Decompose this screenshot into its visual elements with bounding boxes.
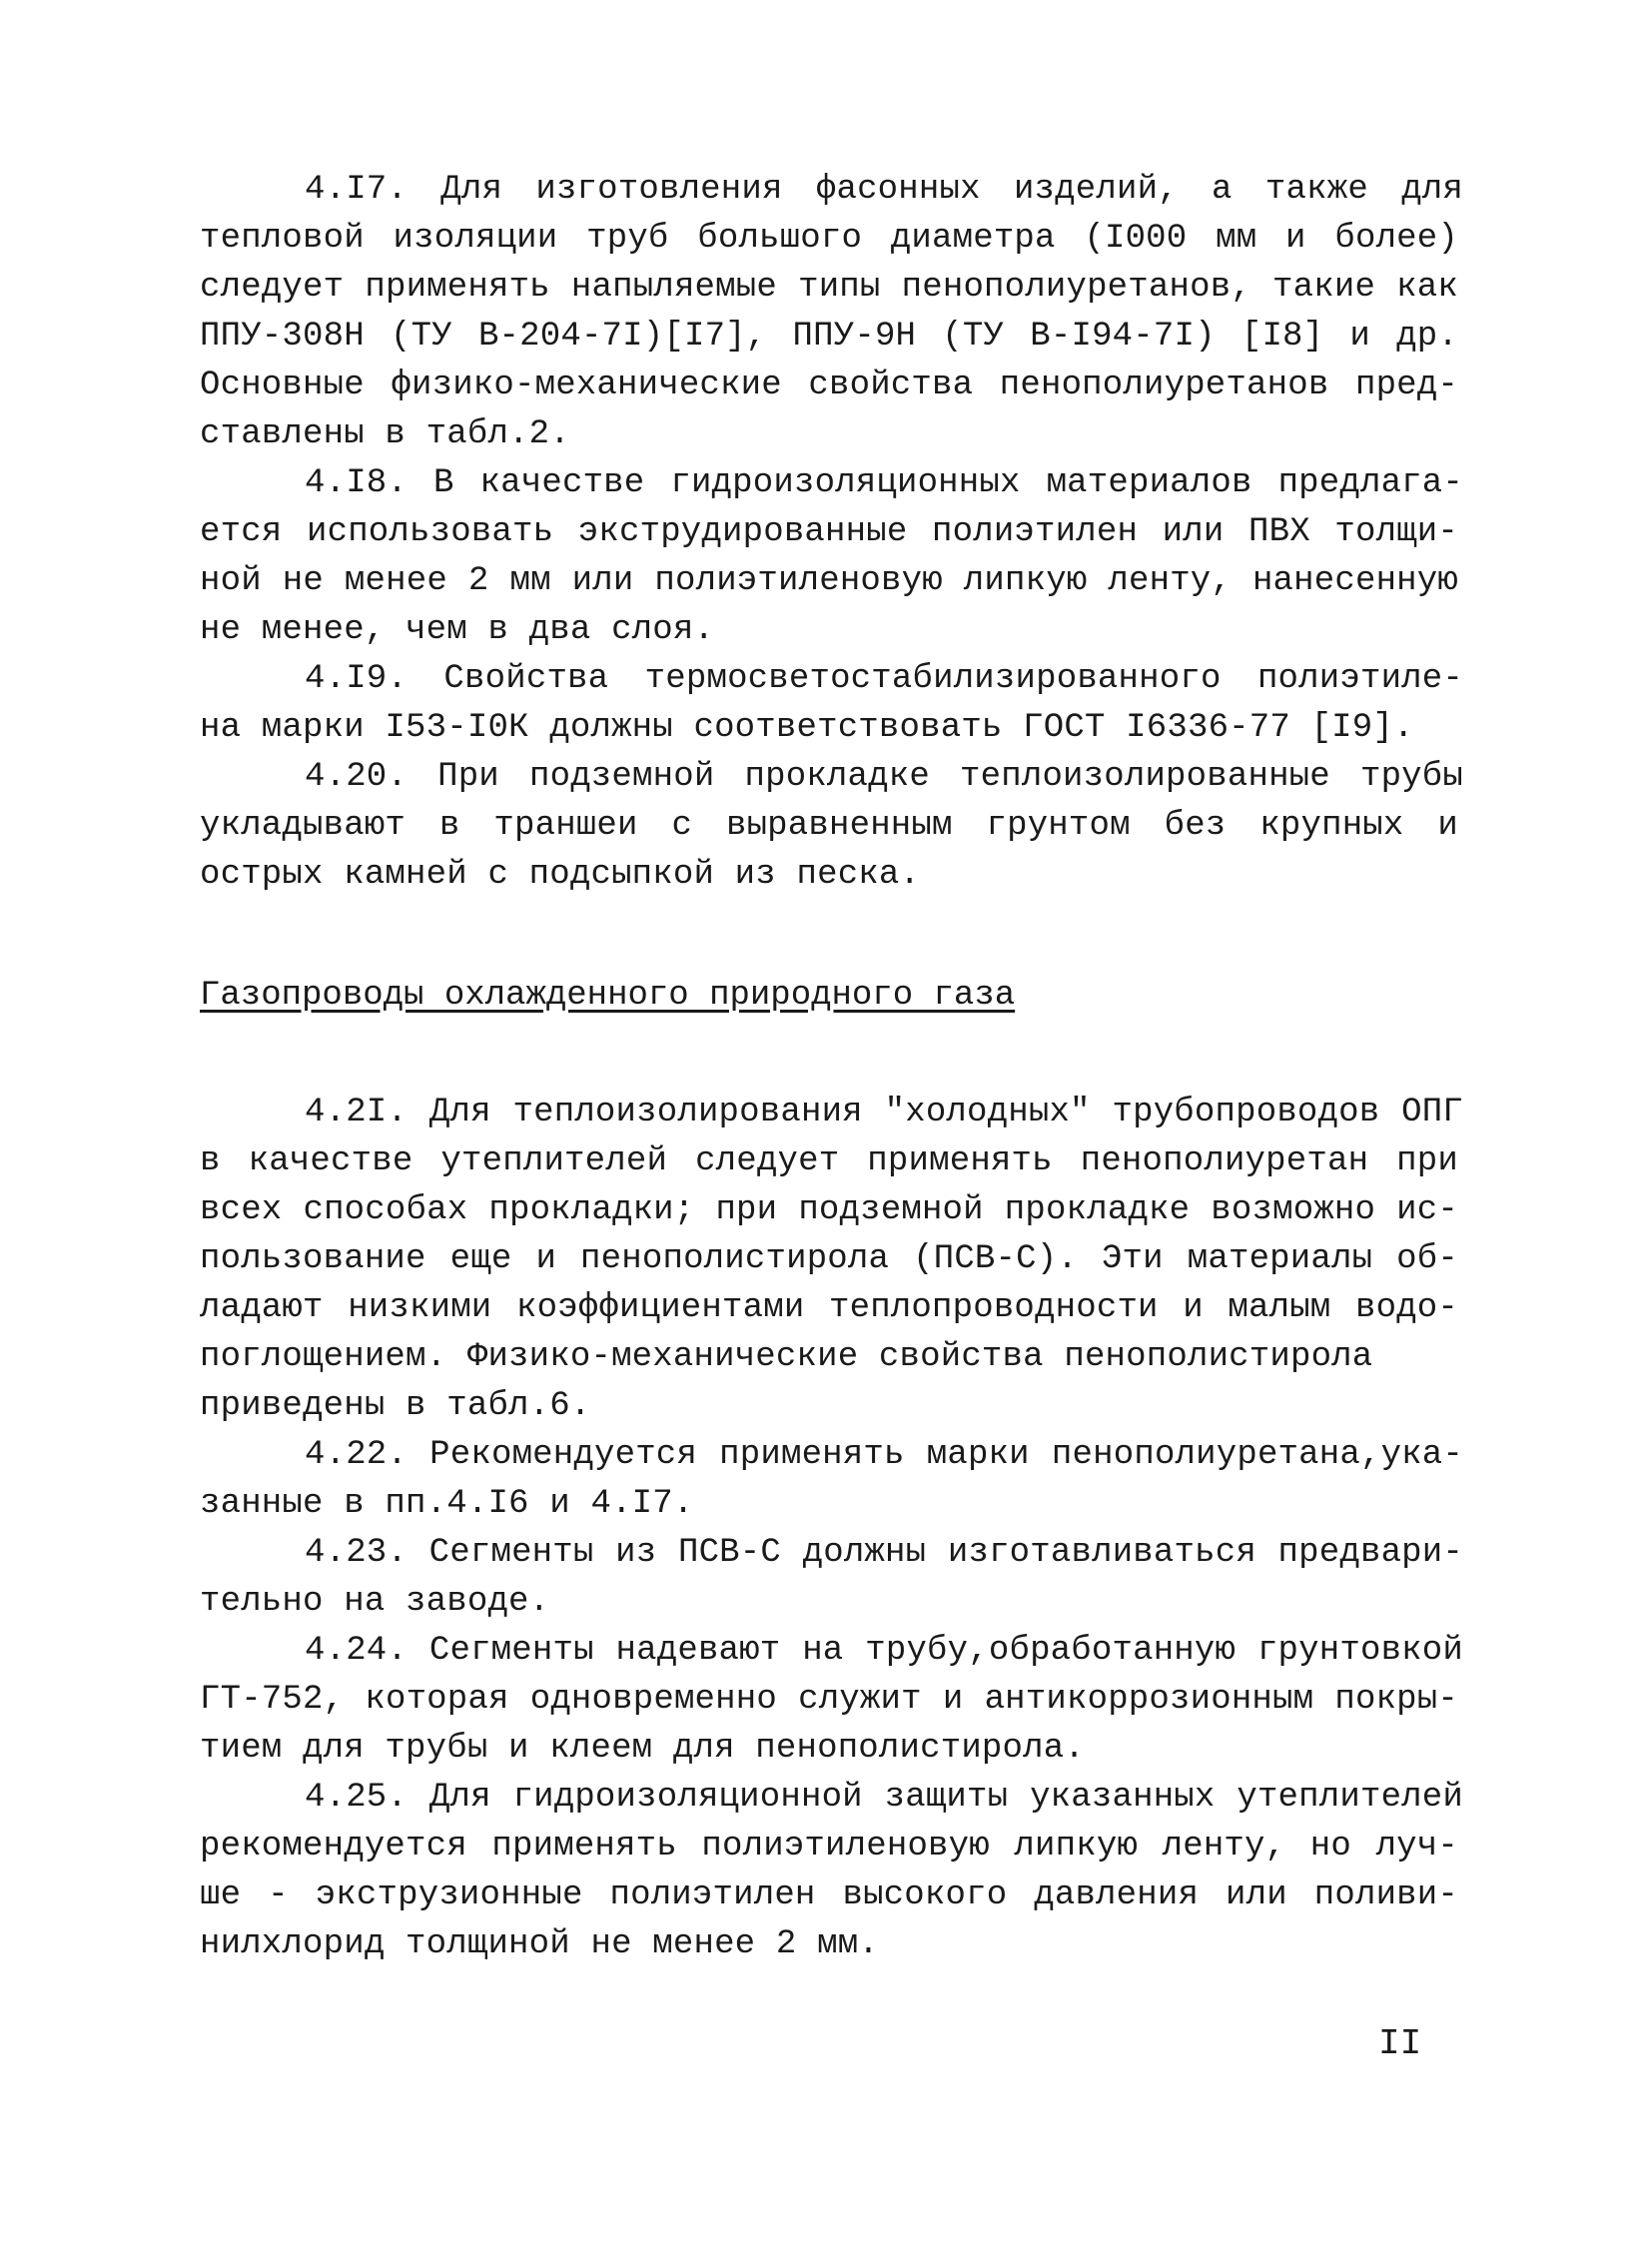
- text-line: Основные физико-механические свойства пенополиуретанов пред-: [200, 367, 1458, 404]
- text-line: 4.22. Рекомендуется применять марки пенополиуретана,ука-: [305, 1436, 1463, 1474]
- text-line: в качестве утеплителей следует применять пенополиуретан при: [200, 1142, 1458, 1180]
- text-line: ной не менее 2 мм или полиэтиленовую липкую ленту, нанесенную: [200, 562, 1458, 600]
- text-line: занные в пп.4.I6 и 4.I7.: [200, 1485, 694, 1523]
- text-line: тием для трубы и клеем для пенополистирола.: [200, 1730, 1085, 1768]
- text-line: следует применять напыляемые типы пенополиуретанов, такие как: [200, 269, 1458, 307]
- text-line: нилхлорид толщиной не менее 2 мм.: [200, 1925, 879, 1963]
- text-line: ше - экструзионные полиэтилен высокого давления или поливи-: [200, 1876, 1458, 1914]
- text-line: 4.20. При подземной прокладке теплоизолированные трубы: [305, 758, 1463, 796]
- text-line: 4.I8. В качестве гидроизоляционных материалов предлага-: [305, 464, 1463, 502]
- text-line: 4.I7. Для изготовления фасонных изделий, а также для: [305, 171, 1463, 209]
- text-line: 4.25. Для гидроизоляционной защиты указанных утеплителей: [305, 1779, 1463, 1817]
- text-line: тельно на заводе.: [200, 1583, 550, 1621]
- text-line: ставлены в табл.2.: [200, 415, 570, 453]
- text-line: рекомендуется применять полиэтиленовую липкую ленту, но луч-: [200, 1828, 1458, 1866]
- page-number: II: [1378, 2023, 1422, 2064]
- text-line: ГТ-752, которая одновременно служит и антикоррозионным покры-: [200, 1681, 1458, 1719]
- text-line: ППУ-308Н (ТУ В-204-7I)[I7], ППУ-9Н (ТУ В-I94-7I) [I8] и др.: [200, 318, 1458, 356]
- text-line: поглощением. Физико-механические свойства пенополистирола: [200, 1338, 1373, 1376]
- text-line: на марки I53-I0К должны соответствовать ГОСТ I6336-77 [I9].: [200, 709, 1414, 747]
- text-line: не менее, чем в два слоя.: [200, 611, 715, 649]
- text-line: ладают низкими коэффициентами теплопроводности и малым водо-: [200, 1289, 1458, 1327]
- text-line: всех способах прокладки; при подземной прокладке возможно ис-: [200, 1191, 1458, 1229]
- text-line: тепловой изоляции труб большого диаметра (I000 мм и более): [200, 220, 1458, 258]
- section-heading: Газопроводы охлажденного природного газа: [200, 977, 1016, 1015]
- text-line: пользование еще и пенополистирола (ПСВ-С). Эти материалы об-: [200, 1240, 1458, 1278]
- text-line: 4.23. Сегменты из ПСВ-С должны изготавливаться предвари-: [305, 1534, 1463, 1572]
- text-line: 4.I9. Свойства термосветостабилизированного полиэтиле-: [305, 660, 1463, 698]
- text-line: укладывают в траншеи с выравненным грунтом без крупных и: [200, 807, 1458, 845]
- text-line: острых камней с подсыпкой из песка.: [200, 856, 921, 894]
- text-line: приведены в табл.6.: [200, 1387, 591, 1425]
- text-line: 4.24. Сегменты надевают на трубу,обработанную грунтовкой: [305, 1632, 1463, 1670]
- text-line: 4.2I. Для теплоизолирования "холодных" трубопроводов ОПГ: [305, 1094, 1463, 1131]
- text-line: ется использовать экструдированные полиэтилен или ПВХ толщи-: [200, 513, 1458, 551]
